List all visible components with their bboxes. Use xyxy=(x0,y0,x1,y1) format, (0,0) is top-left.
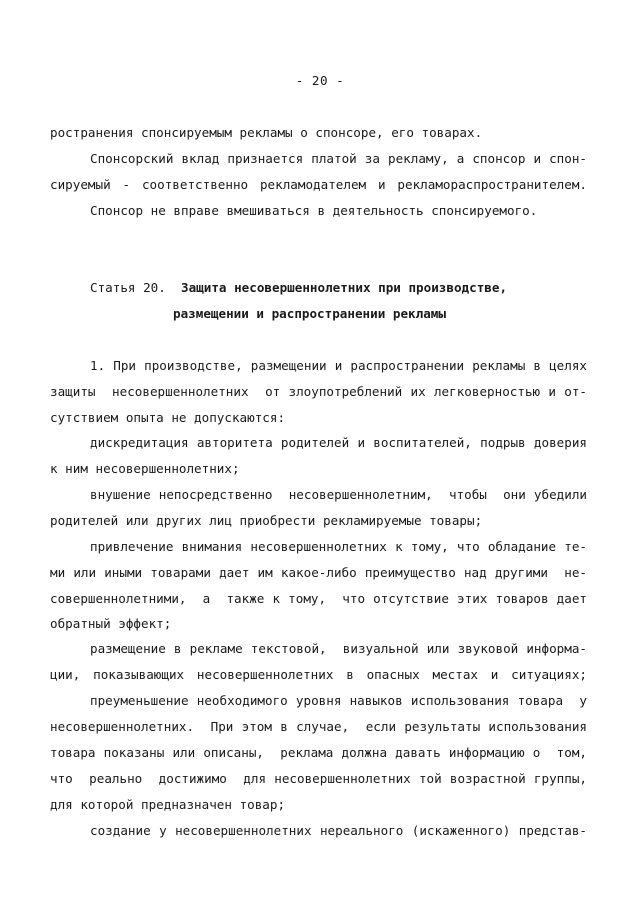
paragraph-line: Спонсор не вправе вмешиваться в деятельность спонсируемого. xyxy=(90,203,538,218)
article-title-continued: размещении и распространении рекламы xyxy=(173,306,446,321)
body-line: размещение в рекламе текстовой, визуальной или звуковой информа- xyxy=(90,641,587,656)
body-line: дискредитация авторитета родителей и воспитателей, подрыв доверия xyxy=(90,435,587,450)
body-line: ции, показывающих несовершеннолетних в опасных местах и ситуациях; xyxy=(50,667,587,682)
body-line: совершеннолетними, а также к тому, что отсутствие этих товаров дает xyxy=(50,591,587,606)
body-line: для которой предназначен товар; xyxy=(50,797,286,812)
paragraph-line: Спонсорский вклад признается платой за рекламу, а спонсор и спон- xyxy=(90,151,587,166)
article-title: Защита несовершеннолетних при производстве, xyxy=(181,280,508,295)
body-line: защиты несовершеннолетних от злоупотреблений их легковерностью и от- xyxy=(50,384,587,399)
body-line: внушение непосредственно несовершеннолетним, чтобы они убедили xyxy=(90,487,587,502)
body-line: сутствием опыта не допускаются: xyxy=(50,410,286,425)
body-line: обратный эффект; xyxy=(50,616,172,631)
body-line: преуменьшение необходимого уровня навыков использования товара у xyxy=(90,693,587,708)
article-heading xyxy=(90,275,507,301)
body-line: к ним несовершеннолетних; xyxy=(50,461,240,476)
paragraph-line: сируемый - соответственно рекламодателем и рекламораспространителем. xyxy=(50,177,587,192)
body-line: 1. При производстве, размещении и распространении рекламы в целях xyxy=(90,358,587,373)
body-line: родителей или других лиц приобрести рекламируемые товары; xyxy=(50,513,483,528)
body-line: ми или иными товарами дает им какое-либо преимущество над другими не- xyxy=(50,565,587,580)
paragraph-line: ространения спонсируемым рекламы о спонсоре, его товарах. xyxy=(50,125,483,140)
body-line: несовершеннолетних. При этом в случае, если результаты использования xyxy=(50,719,587,734)
body-line: создание у несовершеннолетних нереального (искаженного) представ- xyxy=(90,823,587,838)
page-number: - 20 - xyxy=(295,73,345,88)
body-line: привлечение внимания несовершеннолетних к тому, что обладание те- xyxy=(90,539,587,554)
body-line: товара показаны или описаны, реклама должна давать информацию о том, xyxy=(50,745,587,760)
article-label: Статья 20. xyxy=(90,280,166,295)
body-line: что реально достижимо для несовершеннолетних той возрастной группы, xyxy=(50,771,587,786)
